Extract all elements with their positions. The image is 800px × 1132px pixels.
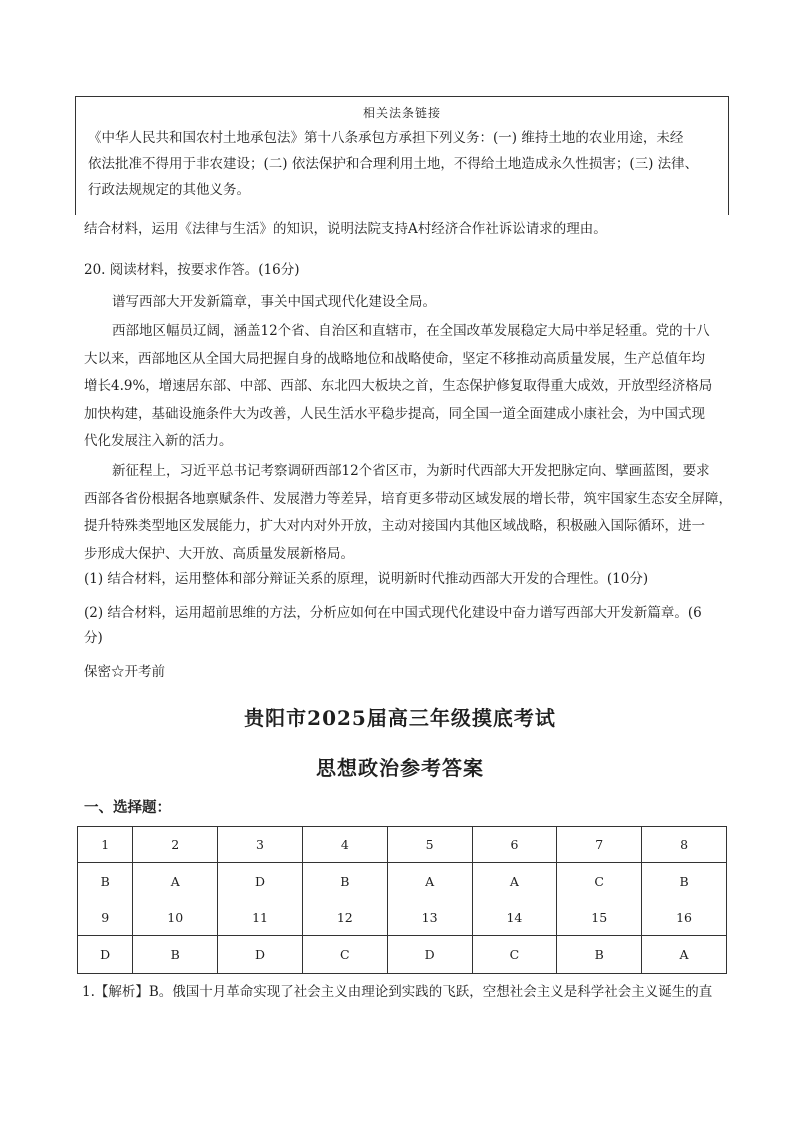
table-cell: D xyxy=(387,936,472,974)
q20-subtitle: 谱写西部大开发新篇章，事关中国式现代化建设全局。 xyxy=(112,294,436,310)
table-cell: 8 xyxy=(642,827,727,863)
table-row xyxy=(78,936,727,974)
section-multiple-choice: 一、选择题： xyxy=(84,799,171,816)
legal-articles-box xyxy=(75,96,729,215)
table-cell: B xyxy=(557,936,642,974)
q20-heading: 20. 阅读材料，按要求作答。(16分) xyxy=(84,262,300,278)
paragraph-line: 新征程上，习近平总书记考察调研西部12个省区市，为新时代西部大开发把脉定向、擘画蓝图，要求 xyxy=(112,463,710,479)
table-cell: 2 xyxy=(133,827,218,863)
table-cell: 10 xyxy=(133,899,218,936)
exam-title: 贵阳市2025届高三年级摸底考试 xyxy=(244,706,556,730)
legal-box-line-2: 依法批准不得用于非农建设；(二) 依法保护和合理利用土地，不得给土地造成永久性损害；(三) 法律、 xyxy=(88,156,699,172)
q20-sub-question-2-cont: 分) xyxy=(84,630,103,646)
table-cell: A xyxy=(387,863,472,900)
table-cell: 16 xyxy=(642,899,727,936)
q20-sub-question-2: (2) 结合材料，运用超前思维的方法，分析应如何在中国式现代化建设中奋力谱写西部大开发新篇章。(6 xyxy=(84,605,702,621)
table-cell: D xyxy=(78,936,133,974)
table-cell: 13 xyxy=(387,899,472,936)
table-cell: D xyxy=(218,863,303,900)
paragraph-line: 提升特殊类型地区发展能力，扩大对内对外开放，主动对接国内其他区域战略，积极融入国际循环，进一 xyxy=(84,518,705,534)
legal-box-title: 相关法条链接 xyxy=(362,106,441,120)
legal-box-line-1: 《中华人民共和国农村土地承包法》第十八条承包方承担下列义务：(一) 维持土地的农业用途，未经 xyxy=(88,130,684,146)
table-cell: D xyxy=(218,936,303,974)
paragraph-line: 步形成大保护、大开放、高质量发展新格局。 xyxy=(84,545,354,562)
table-cell: 15 xyxy=(557,899,642,936)
table-cell: 4 xyxy=(302,827,387,863)
answer-title: 思想政治参考答案 xyxy=(316,756,484,780)
paragraph-line: 代化发展注入新的活力。 xyxy=(84,433,233,449)
table-cell: 11 xyxy=(218,899,303,936)
confidential-mark: 保密☆开考前 xyxy=(84,664,165,680)
paragraph-line: 大以来，西部地区从全国大局把握自身的战略地位和战略使命，坚定不移推动高质量发展，生产总值年均 xyxy=(84,350,705,367)
table-cell: 12 xyxy=(302,899,387,936)
table-cell: 9 xyxy=(78,899,133,936)
table-cell: 3 xyxy=(218,827,303,863)
table-row xyxy=(78,899,727,936)
table-cell: B xyxy=(133,936,218,974)
table-cell: A xyxy=(133,863,218,900)
table-cell: A xyxy=(642,936,727,974)
paragraph-line: 加快构建，基础设施条件大为改善，人民生活水平稳步提高，同全国一道全面建成小康社会，为中国式现 xyxy=(84,405,705,422)
q20-material-paragraph-1 xyxy=(84,318,720,456)
q20-material-paragraph-2 xyxy=(84,458,732,568)
table-cell: C xyxy=(302,936,387,974)
q19-prompt: 结合材料，运用《法律与生活》的知识，说明法院支持A村经济合作社诉讼请求的理由。 xyxy=(84,221,607,237)
paragraph-line: 增长4.9%，增速居东部、中部、西部、东北四大板块之首，生态保护修复取得重大成效，开放型经济格局 xyxy=(84,378,713,394)
table-row xyxy=(78,827,727,863)
table-cell: 6 xyxy=(472,827,557,863)
table-cell: 14 xyxy=(472,899,557,936)
table-cell: A xyxy=(472,863,557,900)
table-cell: B xyxy=(642,863,727,900)
answer-table xyxy=(77,826,727,974)
explanation-1: 1.【解析】B。俄国十月革命实现了社会主义由理论到实践的飞跃，空想社会主义是科学社会主义诞生的直 xyxy=(82,984,713,1000)
table-row xyxy=(78,863,727,900)
table-cell: C xyxy=(472,936,557,974)
table-cell: 5 xyxy=(387,827,472,863)
table-cell: B xyxy=(78,863,133,900)
paragraph-line: 西部各省份根据各地禀赋条件、发展潜力等差异，培育更多带动区域发展的增长带，筑牢国家生态安全屏障， xyxy=(84,490,732,507)
legal-box-line-3: 行政法规规定的其他义务。 xyxy=(88,182,250,198)
table-cell: 1 xyxy=(78,827,133,863)
table-cell: 7 xyxy=(557,827,642,863)
q20-sub-question-1: (1) 结合材料，运用整体和部分辩证关系的原理，说明新时代推动西部大开发的合理性。(10分) xyxy=(84,571,649,587)
table-cell: B xyxy=(302,863,387,900)
table-cell: C xyxy=(557,863,642,900)
paragraph-line: 西部地区幅员辽阔，涵盖12个省、自治区和直辖市，在全国改革发展稳定大局中举足轻重。党的十八 xyxy=(112,323,710,339)
